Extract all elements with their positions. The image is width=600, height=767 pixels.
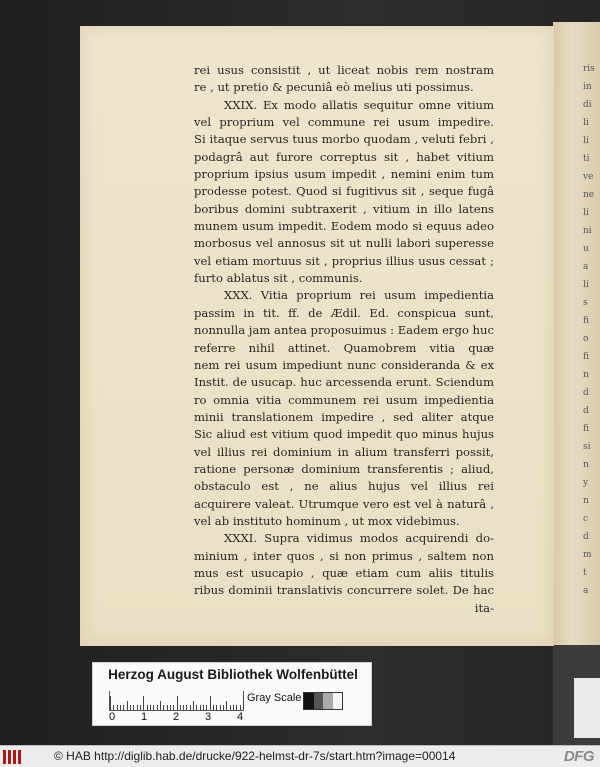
text-line: vel proprium vel commune rei usum impedire. (194, 115, 494, 130)
ruler-tick (193, 701, 194, 710)
ruler-tick (137, 705, 138, 710)
library-label-card (92, 662, 372, 726)
text-line: passim in tit. ff. de Ædil. Ed. conspicua sunt, (194, 305, 494, 320)
ruler-number: 0 (109, 711, 116, 723)
text-line: ro omnia vitia communem rei usum impedientia (194, 392, 494, 407)
page-text (194, 62, 494, 617)
dfg-logo: DFG (563, 748, 594, 765)
neighbor-glyph: o (583, 334, 589, 344)
neighbor-glyph: ni (583, 226, 592, 236)
ruler-tick (216, 705, 217, 710)
neighbor-glyph: a (583, 262, 589, 272)
neighbor-glyph: t (583, 568, 587, 578)
text-line: vel etiam mortuus sit , proprius illius usus cessat ; (194, 253, 494, 268)
neighbor-glyph: li (583, 280, 589, 290)
neighbor-glyph: si (583, 442, 591, 452)
text-line: nonnulla jam antea proposuimus : Eadem ergo huc (194, 323, 494, 338)
ruler-tick (140, 705, 141, 710)
ruler-tick (163, 705, 164, 710)
text-line: boribus domini subtraxerit , vitium in illo latens (194, 201, 494, 216)
text-line: XXXI. Supra vidimus modos acquirendi do- (224, 531, 494, 546)
text-line: Instit. de usucap. huc arcessenda erunt. Sciendum (194, 375, 494, 390)
neighbor-glyph: c (583, 514, 589, 524)
ruler-tick (190, 705, 191, 710)
ruler-tick (147, 705, 148, 710)
text-line: nem rei usum impediunt nunc consideranda & ex (194, 357, 494, 372)
ruler-tick (223, 705, 224, 710)
neighbor-glyph: d (583, 532, 589, 542)
text-line: ribus dominii translativis concurrere solet. De hac (194, 583, 494, 598)
text-line: re , ut pretio & pecuniâ eò melius uti possimus. (194, 80, 474, 95)
neighbor-glyph: di (583, 100, 592, 110)
neighbor-glyph: n (583, 460, 589, 470)
text-line: ratione personæ dominium transferentis ; aliud, (194, 461, 494, 476)
ruler-tick (110, 696, 111, 710)
ruler-tick (127, 701, 128, 710)
ruler-tick (143, 696, 144, 710)
neighbor-glyph: y (583, 478, 589, 488)
gray-swatch (304, 693, 314, 709)
ruler-tick (160, 701, 161, 710)
gray-swatch (323, 693, 333, 709)
ruler-tick (180, 705, 181, 710)
gray-swatch (333, 693, 343, 709)
text-line: obstaculo est , ne alius hujus vel illius rei (194, 479, 494, 494)
footer-bar (0, 745, 600, 767)
measurement-ruler (109, 691, 244, 711)
neighbor-label-card (574, 678, 600, 738)
ruler-tick (210, 696, 211, 710)
text-line: rei usus consistit , ut liceat nobis rem nostram (194, 63, 494, 77)
library-name: Herzog August Bibliothek Wolfenbüttel (108, 667, 358, 682)
neighbor-glyph: n (583, 496, 589, 506)
ruler-tick (153, 705, 154, 710)
text-line: vel ab instituto hominum , ut mox videbimus. (194, 513, 460, 528)
neighbor-glyph: fi (583, 352, 590, 362)
neighbor-glyph: fi (583, 316, 590, 326)
ruler-tick (167, 705, 168, 710)
ruler-tick (203, 705, 204, 710)
ruler-number: 1 (141, 711, 148, 723)
text-line: vel illius rei dominium in alium transferri possit, (194, 444, 494, 459)
ruler-tick (206, 705, 207, 710)
ruler-tick (213, 705, 214, 710)
ruler-tick (196, 705, 197, 710)
text-line: minium , inter quos , si non primus , saltem non (194, 548, 494, 563)
gray-scale-label: Gray Scale (247, 692, 302, 704)
source-url[interactable]: © HAB http://diglib.hab.de/drucke/922-helmst-dr-7s/start.htm?image=00014 (54, 749, 456, 763)
ruler-tick (113, 705, 114, 710)
ruler-tick (157, 705, 158, 710)
text-line: Si itaque servus tuus morbo quodam , veluti febri , (194, 132, 494, 147)
text-line: mus est usucapio , quæ etiam cum aliis titulis (194, 565, 494, 580)
neighbor-glyph: in (583, 82, 592, 92)
book-page (80, 26, 554, 646)
ruler-tick (186, 705, 187, 710)
text-line: morbosus vel annosus sit ut nulli labori superesse (194, 236, 494, 251)
text-line: minii translationem impedire , sed aliter atque (194, 409, 494, 424)
neighbor-glyph: ris (583, 64, 595, 74)
ruler-tick (133, 705, 134, 710)
text-line: proprium ipsius usum impedit , nemini enim tum (194, 167, 494, 182)
ruler-tick (177, 696, 178, 710)
neighbor-glyph: s (583, 298, 588, 308)
ruler-number: 2 (173, 711, 180, 723)
ruler-tick (236, 705, 237, 710)
neighbor-glyph: ti (583, 154, 590, 164)
text-line: referre nihil attinet. Quamobrem vitia quæ (194, 340, 494, 355)
text-line: podagrâ aut furore correptus sit , habet vitium (194, 149, 494, 164)
ruler-numbers (105, 711, 255, 725)
text-line: furto ablatus sit , communis. (194, 271, 363, 286)
neighbor-glyph: li (583, 208, 589, 218)
neighbor-glyph: u (583, 244, 589, 254)
neighbor-glyph: a (583, 586, 589, 596)
neighbor-glyph: d (583, 388, 589, 398)
ruler-tick (117, 705, 118, 710)
neighbor-glyph: ve (583, 172, 594, 182)
ruler-number: 3 (205, 711, 212, 723)
ruler-tick (120, 705, 121, 710)
text-line: munem usum impedit. Eodem modo si equus adeo (194, 219, 494, 234)
neighbor-page-text (583, 60, 600, 620)
ruler-tick (230, 705, 231, 710)
text-line: prodesse potest. Quod si fugitivus sit , seque fugâ (194, 184, 494, 199)
ruler-tick (243, 696, 244, 710)
ruler-tick (240, 705, 241, 710)
ruler-tick (150, 705, 151, 710)
ruler-tick (173, 705, 174, 710)
hab-logo-icon (3, 750, 23, 764)
ruler-tick (233, 705, 234, 710)
ruler-tick (170, 705, 171, 710)
gray-scale-swatches (303, 692, 343, 710)
neighbor-glyph: d (583, 406, 589, 416)
ruler-tick (220, 705, 221, 710)
ruler-number: 4 (237, 711, 244, 723)
text-line: XXIX. Ex modo allatis sequitur omne vitium (224, 97, 494, 112)
ruler-tick (200, 705, 201, 710)
ruler-tick (123, 705, 124, 710)
text-line: XXX. Vitia proprium rei usum impedientia (224, 288, 494, 303)
neighbor-glyph: m (583, 550, 592, 560)
neighbor-glyph: n (583, 370, 589, 380)
ruler-tick (130, 705, 131, 710)
gray-swatch (314, 693, 324, 709)
neighbor-glyph: li (583, 118, 589, 128)
ruler-tick (226, 701, 227, 710)
ruler-tick (183, 705, 184, 710)
text-line: acquirere valeat. Utrumque vero est vel à naturâ , (194, 496, 494, 511)
text-line: Sic aliud est vitium quod impedit quo minus hujus (194, 427, 494, 442)
neighbor-glyph: ne (583, 190, 595, 200)
text-line: ita- (474, 600, 494, 615)
neighbor-glyph: li (583, 136, 589, 146)
neighbor-glyph: fi (583, 424, 590, 434)
